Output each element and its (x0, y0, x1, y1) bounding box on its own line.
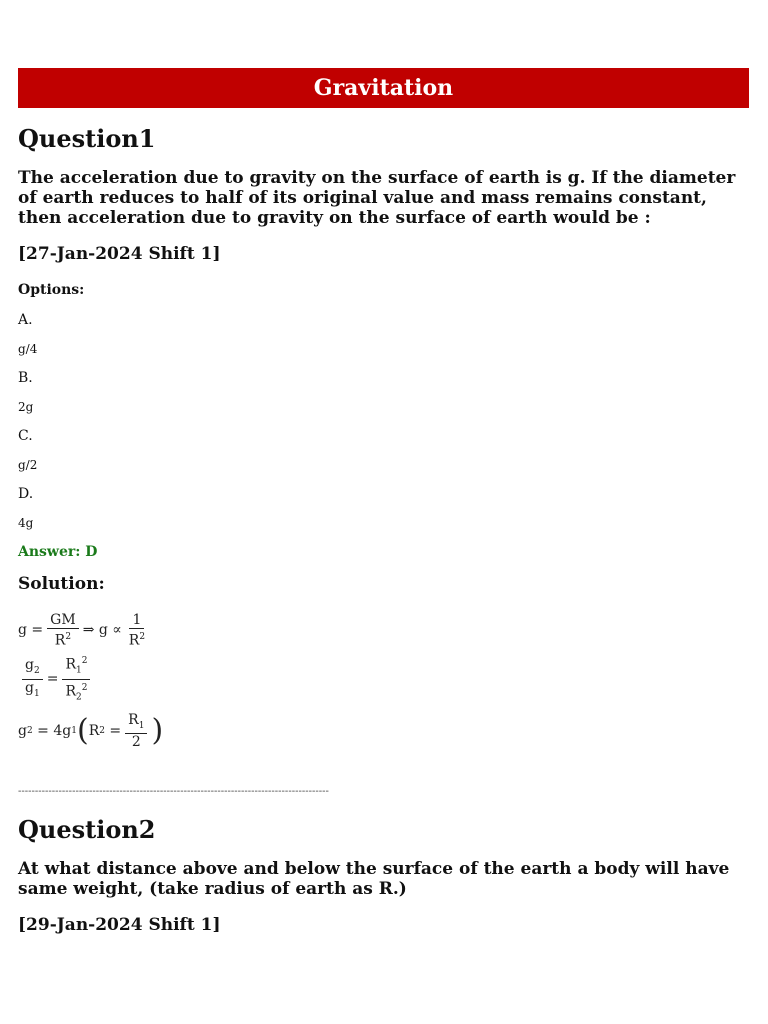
document-page (18, 68, 749, 935)
equals-sign: = (46, 671, 59, 687)
formula-line-2 (18, 652, 749, 706)
fraction-g2-over-g1 (22, 657, 43, 702)
option-letter: B. (18, 370, 33, 386)
symbol-g: g (18, 622, 27, 638)
symbol-r: R (65, 656, 76, 673)
chapter-title: Gravitation (313, 75, 454, 101)
symbol-g: g (62, 723, 72, 739)
chapter-banner (18, 68, 749, 108)
subscript: 1 (75, 665, 82, 676)
numerator (22, 657, 43, 680)
solution-label: Solution: (18, 574, 105, 594)
left-parenthesis: ( (76, 713, 89, 748)
option-value: 4g (18, 516, 34, 530)
question-2-exam-tag: [29-Jan-2024 Shift 1] (18, 915, 221, 935)
option-d (18, 486, 749, 530)
subscript: 1 (138, 720, 145, 731)
numerator (125, 712, 147, 735)
question-1-heading: Question1 (18, 124, 156, 153)
options-label: Options: (18, 282, 85, 298)
equals-sign: = (109, 723, 122, 739)
equals-sign: = (31, 622, 44, 638)
exponent: 2 (139, 631, 146, 642)
option-value: g/4 (18, 342, 38, 356)
question-divider: -------------------------------------------------------------------------------------------- (18, 786, 329, 797)
symbol-g: g (25, 679, 34, 696)
question-2-text: At what distance above and below the surface of the earth a body will have same weight, (take radius of earth as R.) (18, 859, 730, 899)
denominator (62, 680, 90, 705)
subscript: 2 (99, 726, 105, 736)
symbol-r: R (88, 723, 100, 739)
fraction-r1sq-over-r2sq (62, 653, 90, 705)
subscript: 2 (75, 691, 82, 702)
question-1-exam-tag: [27-Jan-2024 Shift 1] (18, 244, 221, 264)
option-value: g/2 (18, 458, 38, 472)
subscript: 2 (33, 665, 40, 676)
question-1-text: The acceleration due to gravity on the surface of earth is g. If the diameter of earth reduces to half of its original value and mass remains constant, then acceleration due to gravity on the surface of earth would be : (18, 168, 736, 228)
symbol-r: R (128, 711, 139, 728)
coefficient: 4 (53, 723, 63, 739)
option-letter: A. (18, 312, 33, 328)
numerator: 1 (129, 612, 144, 629)
denominator: 2 (131, 734, 141, 751)
solution-formulas (18, 608, 749, 756)
symbol-r: R (65, 683, 76, 700)
subscript: 1 (71, 726, 77, 736)
option-a (18, 312, 749, 356)
answer-text: Answer: D (18, 544, 98, 560)
question-2-heading: Question2 (18, 815, 156, 844)
exponent: 2 (81, 656, 88, 667)
fraction-1-over-r2 (126, 612, 148, 649)
subscript: 1 (33, 688, 40, 699)
option-value: 2g (18, 400, 34, 414)
exponent: 2 (81, 682, 88, 693)
fraction-gm-over-r2 (47, 612, 79, 649)
implies-sign: ⇒ (82, 622, 95, 638)
symbol-r: R (54, 632, 66, 649)
fraction-r1-over-2 (125, 712, 147, 751)
symbol-g: g (18, 723, 27, 739)
exponent: 2 (65, 631, 72, 642)
option-letter: C. (18, 428, 33, 444)
symbol-g: g (25, 656, 34, 673)
option-b (18, 370, 749, 414)
denominator (52, 629, 74, 649)
right-parenthesis: ) (151, 713, 164, 748)
denominator (126, 629, 148, 649)
denominator (22, 680, 43, 702)
numerator: GM (47, 612, 79, 629)
subscript: 2 (26, 726, 33, 736)
option-c (18, 428, 749, 472)
symbol-g: g (98, 622, 108, 638)
proportional-sign: ∝ (112, 622, 122, 638)
symbol-r: R (128, 632, 140, 649)
option-letter: D. (18, 486, 34, 502)
formula-line-3 (18, 706, 749, 756)
numerator (62, 653, 90, 679)
equals-sign: = (37, 723, 49, 739)
formula-line-1 (18, 608, 749, 652)
